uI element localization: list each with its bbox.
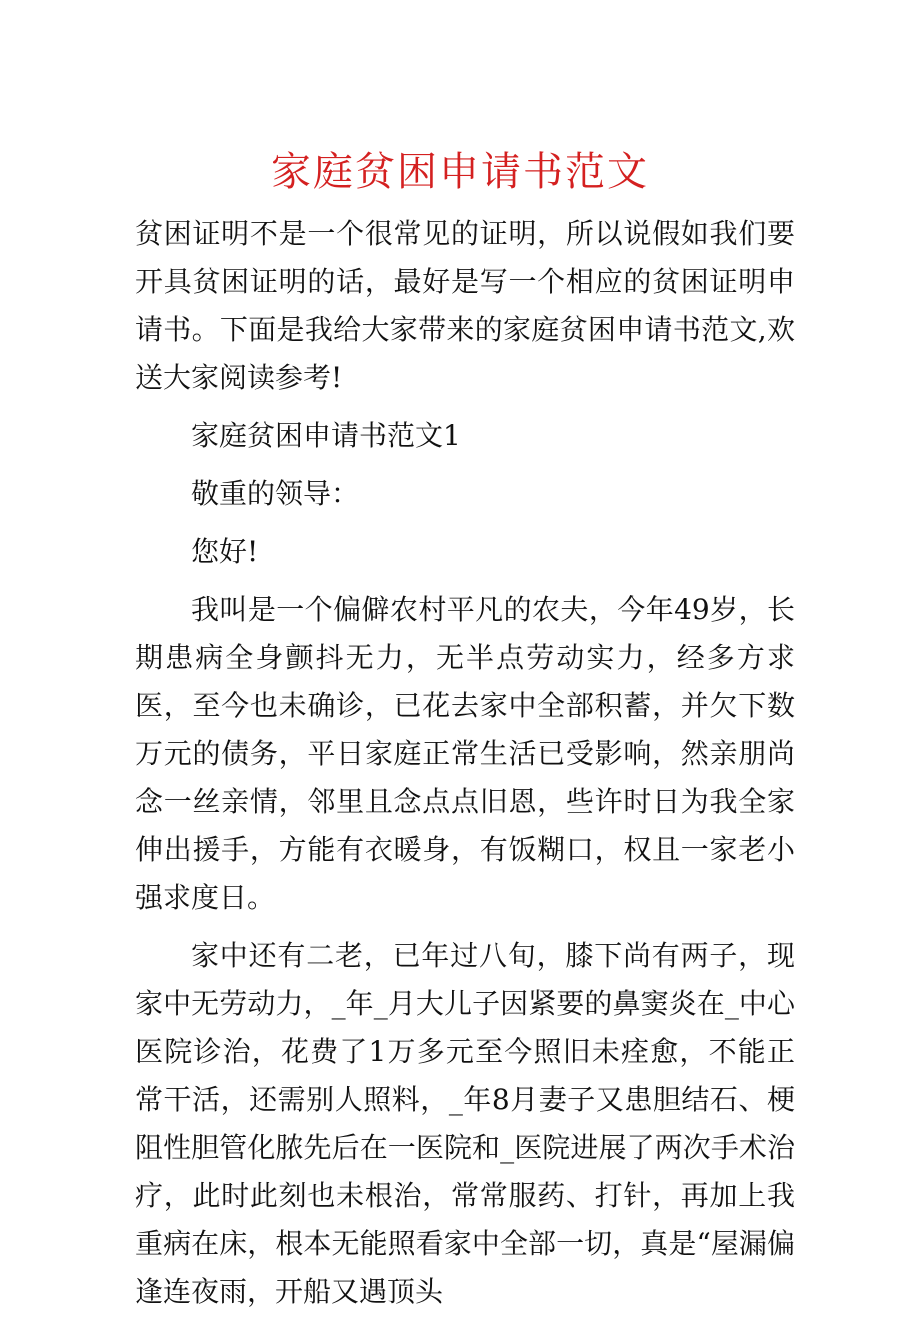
document-title: 家庭贫困申请书范文 — [271, 149, 649, 195]
body-paragraph: 我叫是一个偏僻农村平凡的农夫，今年49岁，长期患病全身颤抖无力，无半点劳动实力，经多方求医，至今也未确诊，已花去家中全部积蓄，并欠下数万元的债务，平日家庭正常生活已受影响，然亲朋尚念一丝亲情，邻里且念点点旧恩，些许时日为我全家伸出援手，方能有衣暖身，有饭糊口，权且一家老小强求度日。 — [135, 593, 795, 914]
salutation: 敬重的领导： — [191, 477, 360, 510]
intro-paragraph: 贫困证明不是一个很常见的证明，所以说假如我们要开具贫困证明的话，最好是写一个相应的贫困证明申请书。下面是我给大家带来的家庭贫困申请书范文,欢送大家阅读参考! — [135, 217, 795, 394]
document-body — [135, 210, 795, 1326]
greeting: 您好! — [191, 535, 259, 568]
body-paragraph: 家中还有二老，已年过八旬，膝下尚有两子，现家中无劳动力，_年_月大儿子因紧要的鼻窦炎在_中心医院诊治，花费了1万多元至今照旧未痊愈，不能正常干活，还需别人照料，_年8月妻子又患胆结石、梗阻性胆管化脓先后在一医院和_医院进展了两次手术治疗，此时此刻也未根治，常常服药、打针，再加上我重病在床，根本无能照看家中全部一切，真是“屋漏偏逢连夜雨，开船又遇顶头 — [135, 939, 795, 1308]
sample-heading: 家庭贫困申请书范文1 — [191, 419, 461, 452]
